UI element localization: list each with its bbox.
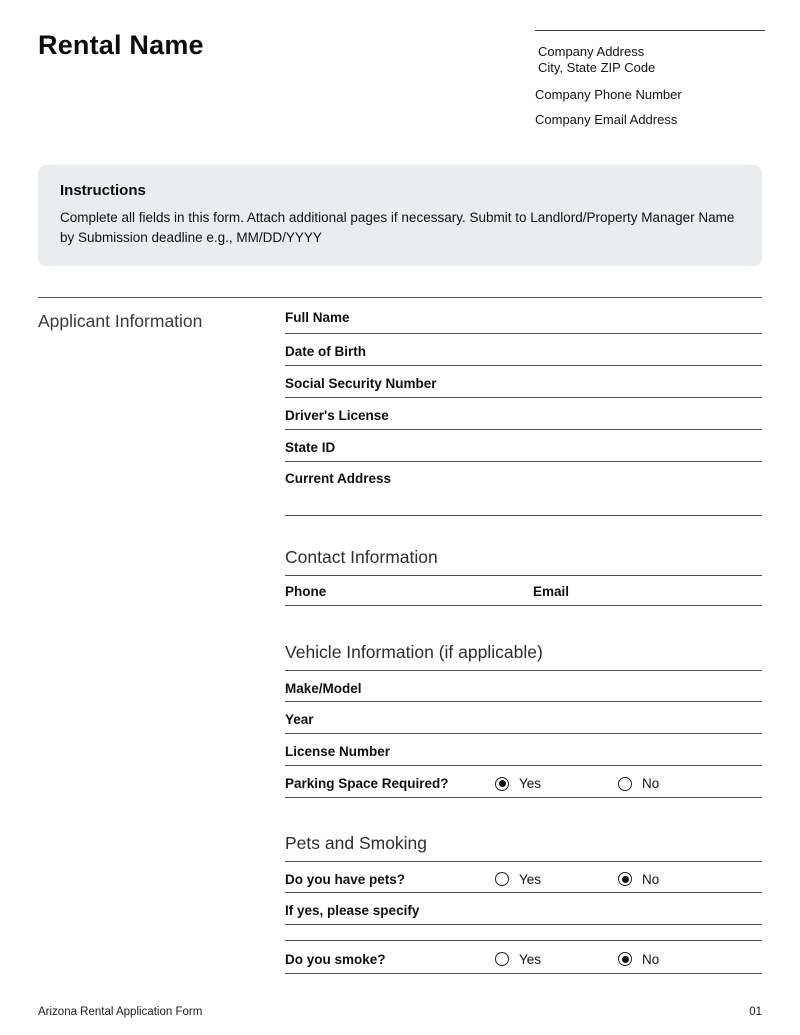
- smoke-yes-label: Yes: [519, 951, 542, 967]
- page-footer: [38, 1006, 762, 1018]
- field-do-you-smoke: [285, 941, 762, 974]
- pets-specify-write-line[interactable]: [285, 925, 762, 941]
- footer-document-title: Arizona Rental Application Form: [38, 1006, 203, 1018]
- radio-button-icon: [618, 777, 632, 791]
- vehicle-information-title: Vehicle Information (if applicable): [285, 642, 543, 662]
- section-title-pets-and-smoking: [285, 834, 762, 862]
- field-state-id[interactable]: [285, 430, 762, 462]
- instructions-title: Instructions: [60, 182, 146, 199]
- field-license-number[interactable]: [285, 734, 762, 766]
- field-phone[interactable]: [285, 583, 533, 601]
- field-date-of-birth[interactable]: [285, 334, 762, 366]
- pets-yes-radio[interactable]: [495, 872, 618, 887]
- field-label-current-address: Current Address: [285, 471, 392, 486]
- do-you-have-pets-label: Do you have pets?: [285, 871, 406, 887]
- smoke-no-radio[interactable]: [618, 952, 762, 967]
- field-label-license-number: License Number: [285, 744, 391, 759]
- parking-space-required-label: Parking Space Required?: [285, 776, 449, 791]
- field-label-phone: Phone: [285, 583, 327, 599]
- field-label-drivers-license: Driver's License: [285, 408, 389, 423]
- company-phone: Company Phone Number: [535, 87, 682, 102]
- field-label-date-of-birth: Date of Birth: [285, 344, 366, 359]
- field-label-year: Year: [285, 712, 314, 727]
- radio-button-icon: [495, 872, 509, 886]
- field-do-you-have-pets: [285, 862, 762, 893]
- field-drivers-license[interactable]: [285, 398, 762, 430]
- radio-button-icon: [495, 777, 509, 791]
- field-social-security-number[interactable]: [285, 366, 762, 398]
- company-info-block: [535, 30, 765, 128]
- field-parking-space-required: [285, 766, 762, 798]
- field-label-social-security-number: Social Security Number: [285, 376, 437, 391]
- company-city-state-zip: City, State ZIP Code: [538, 60, 656, 75]
- section-title-vehicle-information: [285, 643, 762, 671]
- form-area: [38, 297, 762, 974]
- company-email: Company Email Address: [535, 112, 678, 127]
- pets-yes-label: Yes: [519, 871, 542, 887]
- pets-and-smoking-title: Pets and Smoking: [285, 833, 428, 853]
- do-you-smoke-label: Do you smoke?: [285, 951, 386, 967]
- company-address-group: [535, 44, 765, 76]
- footer-page-number: 01: [749, 1006, 762, 1018]
- parking-yes-radio[interactable]: [495, 776, 618, 791]
- field-pets-specify[interactable]: [285, 893, 762, 925]
- field-label-full-name: Full Name: [285, 310, 350, 325]
- parking-no-radio[interactable]: [618, 776, 762, 791]
- smoke-yes-radio[interactable]: [495, 952, 618, 967]
- contact-information-title: Contact Information: [285, 547, 438, 567]
- field-label-email: Email: [533, 583, 570, 599]
- form-fields-column: [285, 298, 762, 974]
- contact-phone-email-row: [285, 576, 762, 606]
- radio-button-icon: [618, 872, 632, 886]
- pets-specify-label: If yes, please specify: [285, 903, 420, 918]
- parking-yes-label: Yes: [519, 776, 542, 791]
- pets-no-label: No: [642, 871, 660, 887]
- field-label-make-model: Make/Model: [285, 680, 362, 696]
- field-email[interactable]: [533, 583, 762, 601]
- section-title-contact-information: [285, 548, 762, 576]
- radio-button-icon: [495, 952, 509, 966]
- field-year[interactable]: [285, 702, 762, 734]
- field-full-name[interactable]: [285, 298, 762, 334]
- field-make-model[interactable]: [285, 671, 762, 702]
- instructions-body: Complete all fields in this form. Attach additional pages if necessary. Submit to Landlord/Property Manager Name by Submission deadline e.g., MM/DD/YYYY: [60, 210, 735, 245]
- field-label-state-id: State ID: [285, 440, 336, 455]
- company-address: Company Address: [538, 44, 645, 59]
- page-title: Rental Name: [38, 30, 204, 60]
- radio-button-icon: [618, 952, 632, 966]
- field-current-address[interactable]: [285, 462, 762, 516]
- pets-no-radio[interactable]: [618, 872, 762, 887]
- instructions-box: [38, 165, 762, 266]
- parking-no-label: No: [642, 776, 660, 791]
- section-title-applicant-information: Applicant Information: [38, 311, 203, 331]
- smoke-no-label: No: [642, 951, 660, 967]
